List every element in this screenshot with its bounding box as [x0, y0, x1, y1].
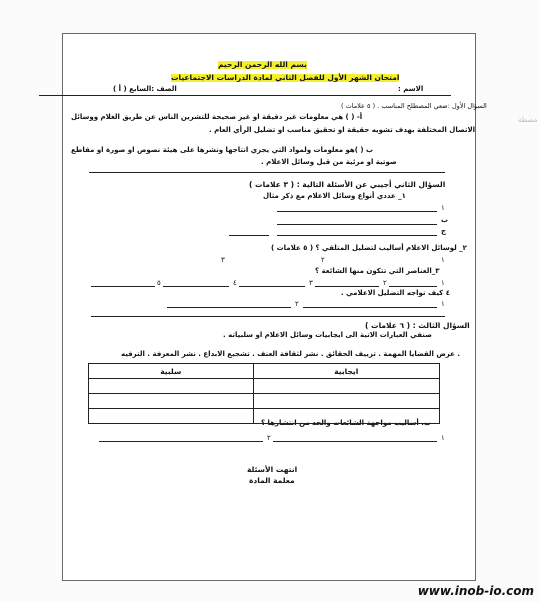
q2-item2: ٢_ لوسائل الاعلام أساليب لتضليل المتلقي ؟ ( ٥ علامات ) [271, 244, 467, 252]
answer-line [229, 235, 269, 236]
q3-b-question: ب. أساليب مواجهة الشائعات والحد من انتشارها ؟ [261, 419, 431, 427]
watermark: www.inob-io.com [417, 584, 534, 598]
answer-line [273, 441, 437, 442]
q2-a2-num: ب [441, 216, 449, 224]
q3-phrases: . عرض القضايا المهمة . تزييف الحقائق . نشر لثقافة العنف . تشجيع الابداع . نشر المعرفة . الترفيه [121, 350, 461, 358]
basmala: بسم الله الرحمن الرحيم [218, 60, 307, 69]
classification-table [88, 363, 440, 424]
table-header-positive: ايجابية [253, 364, 439, 379]
q2-row1-num-3: ٣ [221, 256, 225, 264]
q2-row3-num-2: ٢ [295, 300, 299, 308]
end-of-questions: انتهت الأسئلة [247, 465, 298, 474]
answer-line [99, 441, 263, 442]
table-cell [89, 409, 254, 424]
answer-line [315, 286, 379, 287]
table-cell [89, 394, 254, 409]
q2-title: السؤال الثاني أجيبي عن الأسئلة التالية : ( ٣ علامات ) [249, 180, 446, 189]
q1-b-line2: صوتية او مرئية من قبل وسائل الاعلام . [261, 158, 397, 166]
answer-line [91, 286, 155, 287]
q1-a-line1: أ- ( ) هي معلومات غير دقيقة او غير صحيحة للتشرين الناس عن طريق الغلام ووسائل [71, 113, 363, 121]
q2-a1-num: ١ [441, 204, 445, 212]
q2-row2-num-1: ١ [441, 279, 445, 287]
q2-row3-num-1: ١ [441, 300, 445, 308]
q3-instruction: صنفي العبارات الاتية الى ايجابيات وسائل الاعلام او سلبياته . [223, 331, 432, 339]
class-label: الصف :السابع ( أ ) [113, 85, 177, 93]
answer-line [277, 211, 437, 212]
answer-line [163, 286, 229, 287]
q3-title: السؤال الثالث : ( ٦ علامات ) [365, 321, 470, 330]
q1-a-line2: الاتصال المختلفة بهدف تشويه حقيقة او تحقيق مناسب او تضليل الرأي العام . [209, 126, 476, 134]
q2-item3: ٣_العناصر التي تتكون منها الشائعة ؟ [315, 267, 440, 275]
q2-row2-num-4: ٤ [233, 279, 237, 287]
table-cell [253, 379, 439, 394]
exam-page [62, 33, 487, 581]
q2-item1: ١_ عددي أنواع وسائل الاعلام مع ذكر مثال [263, 192, 406, 200]
q3-b-num-1: ١ [441, 434, 445, 442]
answer-line [277, 235, 437, 236]
answer-line [239, 286, 305, 287]
answer-line [167, 307, 291, 308]
q1-title: السؤال الأول :ضعي المصطلح المناسب . ( ٥ علامات ) [341, 102, 487, 110]
name-label: الاسم : [398, 85, 424, 93]
q2-row1-num-1: ١ [441, 256, 445, 264]
table-cell [253, 409, 439, 424]
q3-b-num-2: ٢ [267, 434, 271, 442]
q2-divider [91, 316, 445, 317]
q2-item4: ٤ كيف نواجه التضليل الاعلامي . [341, 289, 450, 297]
header-divider [39, 95, 451, 96]
answer-line [303, 307, 437, 308]
table-cell [253, 394, 439, 409]
table-row [89, 394, 440, 409]
exam-title: امتحان الشهر الأول للفصل الثاني لمادة الدراسات الاجتماعيات [171, 73, 400, 82]
q1-b-line1: ب ( )هو معلومات ولمواد التي يجري انتاجها ونشرها على هيئة نصوص او صورة او مقاطع [71, 146, 374, 154]
q2-row1-num-2: ٢ [321, 256, 325, 264]
table-row [89, 409, 440, 424]
side-mark: مصطة [518, 116, 538, 124]
teacher-signature: معلمة المادة [249, 476, 295, 485]
answer-line [389, 286, 437, 287]
table-cell [89, 379, 254, 394]
q2-row2-num-3: ٣ [309, 279, 313, 287]
table-header-negative: سلبية [89, 364, 254, 379]
q2-row2-num-5: ٥ [157, 279, 161, 287]
q2-row2-num-2: ٢ [383, 279, 387, 287]
answer-line [277, 224, 437, 225]
table-row [89, 379, 440, 394]
q1-divider [89, 172, 445, 173]
q2-a3-num: ج [441, 227, 447, 235]
